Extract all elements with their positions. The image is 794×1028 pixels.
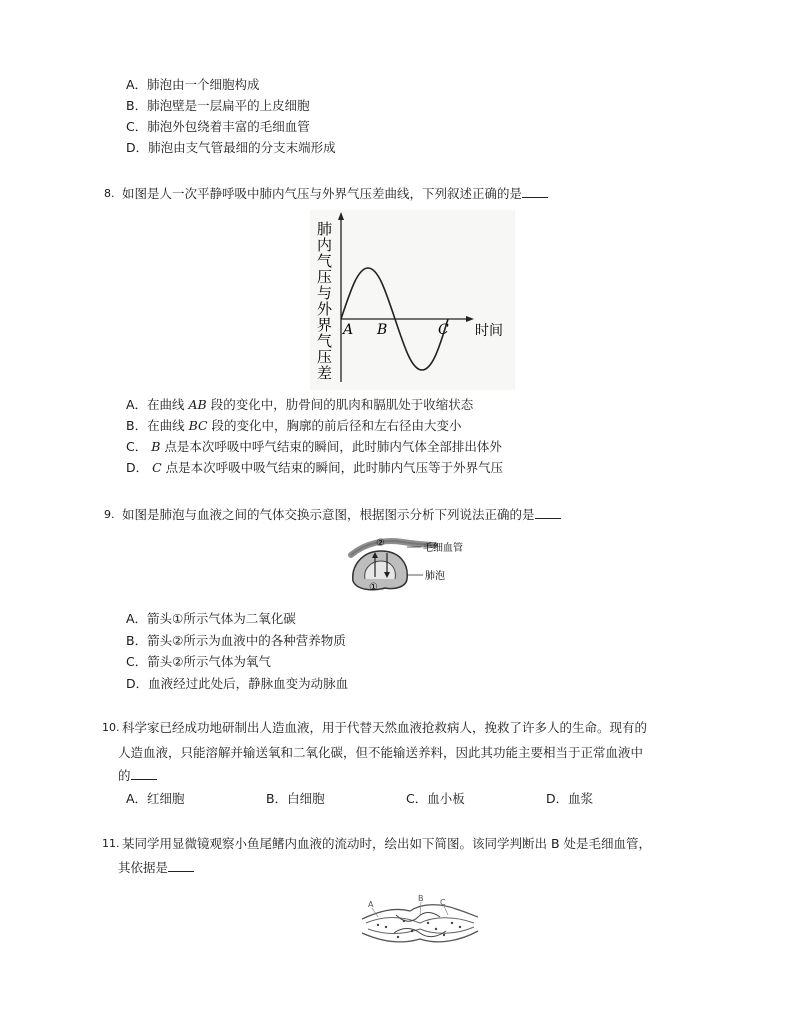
q8-option-a-suffix: 段的变化中，肋骨间的肌肉和膈肌处于收缩状态 [206,397,474,412]
q8-pressure-figure [310,210,515,390]
q8-ylabel-char: 界 [317,316,333,334]
q9-label-alveolus: 肺泡 [425,571,445,582]
q8-answer-blank [522,185,548,198]
q11-label-a: A [368,900,374,909]
q11-blood-vessel-figure [360,893,480,953]
q11-leader-b [420,902,421,915]
q8-stem [122,185,548,203]
q11-blood-cell [451,922,453,924]
q7-option-c: C．肺泡外包绕着丰富的毛细血管 [126,119,310,134]
q11-stem-line-1: 某同学用显微镜观察小鱼尾鳍内血液的流动时，绘出如下简图。该同学判断出 B 处是毛细血管， [122,836,652,851]
q7-option-d: D．肺泡由支气管最细的分支末端形成 [126,140,336,155]
q10-stem-line-3 [118,767,157,785]
q11-blood-cell [385,926,387,928]
q8-ylabel-char: 压 [317,268,333,286]
q11-blood-cell [443,934,445,936]
q11-stem-line-2-text: 其依据是 [118,860,169,875]
q8-option-a-prefix: A．在曲线 [126,397,189,412]
q8-option-c-term: B [151,439,161,454]
q11-vessel-mid-line-2 [368,927,474,934]
q11-number: 11. [102,837,120,850]
q11-blood-vessel-svg [360,893,480,953]
q8-option-b-prefix: B．在曲线 [126,418,189,433]
q11-answer-blank [168,859,194,872]
q10-number: 10. [102,721,120,734]
q9-option-b: B．箭头②所示为血液中的各种营养物质 [126,633,346,648]
q10-stem-line-3-text: 的 [118,768,131,783]
q10-stem-line-1: 科学家已经成功地研制出人造血液，用于代替天然血液抢救病人，挽救了许多人的生命。现有的 [122,720,648,735]
q9-mark-1: ① [369,582,378,593]
q11-blood-cell [377,924,379,926]
q11-label-b: B [418,894,424,903]
q8-option-a [126,396,473,414]
q8-option-b [126,417,462,435]
q8-ylabel-char: 内 [317,236,333,254]
q9-answer-blank [535,506,561,519]
q11-blood-cell [435,928,437,930]
q11-blood-cell [403,920,405,922]
q8-option-b-term: BC [188,418,208,433]
q8-option-d-suffix: 点是本次呼吸中吸气结束的瞬间，此时肺内气压等于外界气压 [161,460,504,475]
q8-y-axis-arrow [338,212,344,220]
q10-answer-blank [131,767,157,780]
q8-x-axis-arrow [466,316,474,322]
q8-point-a-label: A [343,322,354,338]
q8-stem-text: 如图是人一次平静呼吸中肺内气压与外界气压差曲线，下列叙述正确的是 [122,186,523,201]
q9-option-c: C．箭头②所示气体为氧气 [126,654,271,669]
q8-option-a-term: AB [188,397,207,412]
q9-gas-exchange-figure [345,533,480,593]
q8-option-c-prefix: C． [126,439,152,454]
q9-stem [122,506,561,524]
q8-ylabel-char: 气 [317,332,333,350]
q8-xlabel: 时间 [475,323,503,339]
q9-label-capillary: 毛细血管 [423,543,463,554]
q11-blood-cell [397,936,399,938]
q8-option-c-suffix: 点是本次呼吸中呼气结束的瞬间，此时肺内气体全部排出体外 [160,439,502,454]
q8-option-b-suffix: 段的变化中，胸廓的前后径和左右径由大变小 [207,418,462,433]
q11-blood-cell [459,926,461,928]
q9-option-a: A．箭头①所示气体为二氧化碳 [126,611,296,626]
q9-stem-text: 如图是肺泡与血液之间的气体交换示意图，根据图示分析下列说法正确的是 [122,507,535,522]
q9-gas-exchange-svg [345,533,480,593]
q11-stem-line-2 [118,859,194,877]
q11-leader-c [444,906,448,915]
q8-ylabel-char: 外 [317,300,333,318]
q9-number: 9. [104,508,115,521]
q9-option-d: D．血液经过此处后，静脉血变为动脉血 [126,676,349,691]
q8-point-b-label: B [377,322,388,338]
q10-option-b: B．白细胞 [266,791,325,806]
q9-mark-2: ② [376,538,385,549]
q8-option-d-prefix: D． [126,460,153,475]
q11-vessel-mid-line [366,918,474,923]
q8-pressure-curve-svg [310,210,515,390]
q8-ylabel-char: 差 [317,364,333,382]
q8-option-d-term: C [152,460,162,475]
q10-option-d: D．血浆 [546,791,594,806]
q11-blood-cell [411,930,413,932]
q10-stem-line-2: 人造血液，只能溶解并输送氧和二氧化碳，但不能输送养料，因此其功能主要相当于正常血液中 [118,745,644,760]
q7-option-a: A．肺泡由一个细胞构成 [126,77,260,92]
q8-number: 8. [104,187,115,200]
q10-option-a: A．红细胞 [126,791,185,806]
q11-blood-cell [427,922,429,924]
q11-capillary-loop [396,913,440,922]
q8-option-d [126,459,503,477]
q8-point-c-label: C [438,322,449,338]
q11-label-c: C [440,898,446,907]
q8-option-c [126,438,502,456]
q10-option-c: C．血小板 [406,791,465,806]
q8-ylabel-char: 与 [317,284,333,302]
q8-ylabel-char: 肺 [317,220,333,238]
q8-ylabel-char: 压 [317,348,333,366]
q7-option-b: B．肺泡壁是一层扁平的上皮细胞 [126,98,310,113]
q8-ylabel-char: 气 [317,252,333,270]
